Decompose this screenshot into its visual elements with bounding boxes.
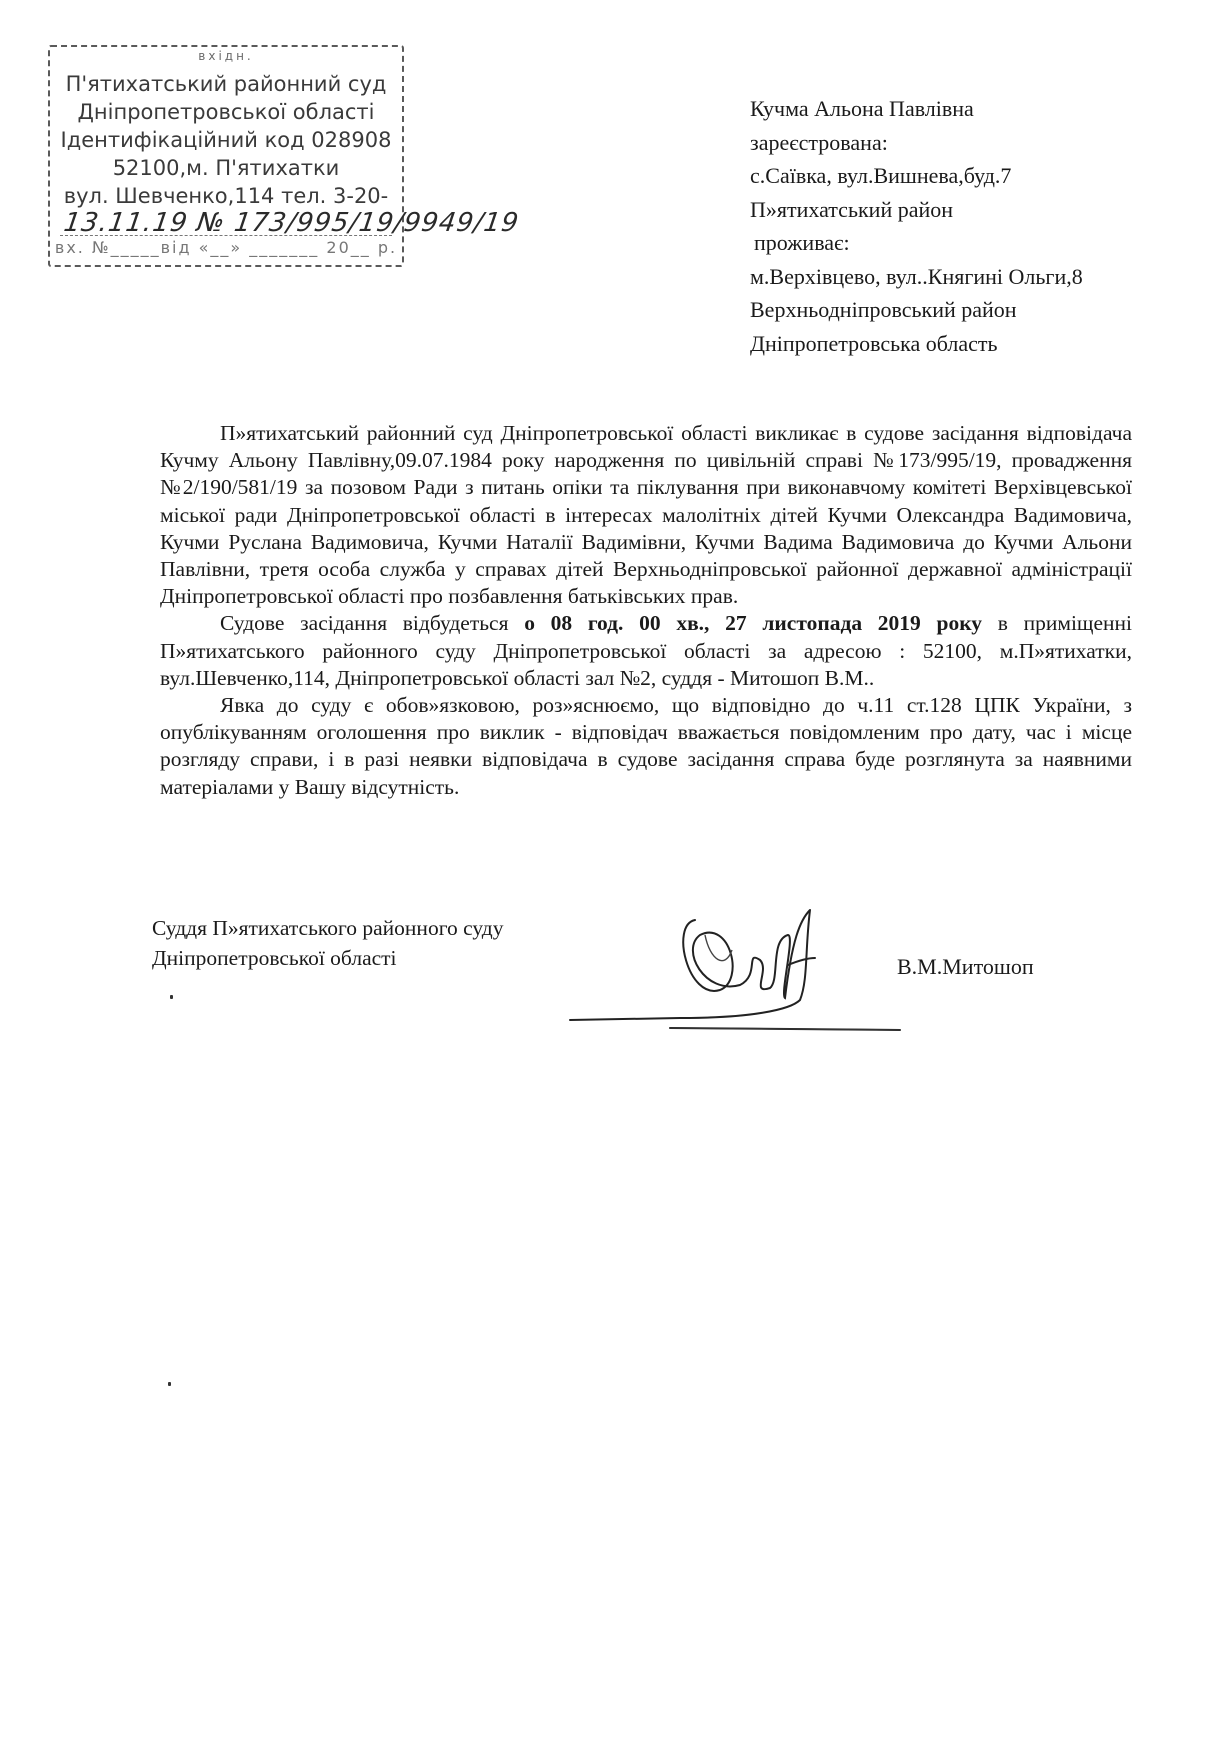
- registration-stamp: [48, 45, 522, 267]
- hearing-location: в приміщенні П»ятихатського районного суду Дніпропетровської області за адресою : 52100, м.П»ятихатки, вул.Шевченко,114, Дніпропетровської області зал №2, суддя - Митошоп В.М..: [160, 611, 1133, 690]
- signature-title: [152, 913, 602, 973]
- paragraph-summons: П»ятихатський районний суд Дніпропетровської області викликає в судове засідання відповідача Кучму Альону Павлівну,09.07.1984 року народження по цивільній справі №173/995/19, провадження №2/190/581/19 за позовом Ради з питань опіки та піклування при виконавчому комітеті Верхівцевської міської ради Дніпропетровської області в інтересах малолітніх дітей Кучми Олександра Вадимовича, Кучми Руслана Вадимовича, Кучми Наталії Вадимівни, Кучми Вадима Вадимовича до Кучми Альони Павлівни, третя особа служба у справах дітей Верхньодніпровської районної державної адміністрації Дніпропетровської області про позбавлення батьківських прав.: [160, 421, 1132, 609]
- stamp-court-name: П'ятихатський районний суд: [65, 72, 387, 96]
- registered-label: зареєстрована:: [750, 129, 888, 155]
- residing-region: Дніпропетровська область: [750, 330, 998, 356]
- hearing-datetime: о 08 год. 00 хв., 27 листопада 2019 року: [524, 611, 983, 636]
- paragraph-attendance: Явка до суду є обов»язковою, роз»яснюємо, що відповідно до ч.11 ст.128 ЦПК України, з опублікуванням оголошення про виклик - відповідач вважається повідомленим про дату, час і місце розгляду справи, і в разі неявки відповідача в судове засідання справа буде розглянута за наявними матеріалами у Вашу відсутність.: [160, 693, 1132, 799]
- stamp-street-phone: вул. Шевченко,114 тел. 3-20-: [63, 184, 389, 208]
- scan-speck: [168, 1382, 171, 1386]
- hearing-intro: Судове засідання відбудеться: [220, 611, 509, 636]
- signature-title-line1: Суддя П»ятихатського районного суду: [152, 916, 504, 940]
- stamp-postcode-city: 52100,м. П'ятихатки: [112, 156, 340, 180]
- addressee-block: [750, 92, 1220, 360]
- summons-body: [160, 420, 1132, 801]
- scan-speck: [170, 995, 173, 999]
- paragraph-hearing: [160, 610, 1132, 692]
- signature-title-line2: Дніпропетровської області: [152, 946, 397, 970]
- stamp-registration-number: 13.11.19 № 173/995/19/9949/19: [61, 208, 522, 238]
- residing-district: Верхньодніпровський район: [750, 297, 1017, 322]
- stamp-header: вхідн.: [198, 49, 254, 63]
- addressee-name: Кучма Альона Павлівна: [750, 96, 974, 121]
- judge-name: В.М.Митошоп: [897, 954, 1034, 979]
- stamp-blank-line: вх. №_____від «__» _______ 20__ р.: [54, 238, 398, 257]
- residing-label: проживає:: [754, 230, 850, 255]
- registered-address: с.Саївка, вул.Вишнева,буд.7: [750, 163, 1012, 188]
- stamp-id-code: Ідентифікаційний код 028908: [60, 128, 392, 152]
- stamp-region: Дніпропетровської області: [77, 100, 375, 124]
- registered-district: П»ятихатський район: [750, 196, 954, 222]
- residing-address: м.Верхівцево, вул..Княгині Ольги,8: [750, 263, 1083, 289]
